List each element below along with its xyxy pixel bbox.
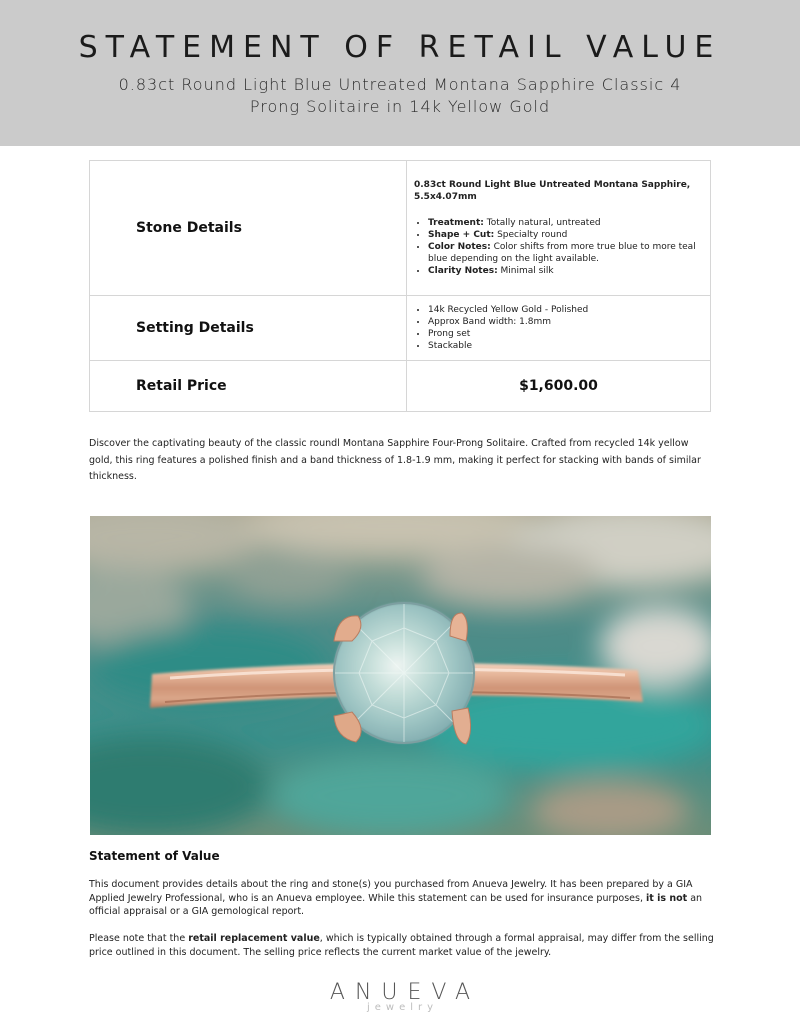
setting-details-row <box>90 296 711 361</box>
item-value: Totally natural, untreated <box>483 218 601 228</box>
list-item: • Stackable <box>428 340 700 352</box>
text-span: Please note that the <box>89 933 189 944</box>
retail-price-value: $1,600.00 <box>407 361 711 412</box>
header-banner <box>0 0 800 146</box>
item-key: Clarity Notes: <box>428 266 498 276</box>
statement-paragraph-1 <box>89 878 714 919</box>
list-item <box>428 241 700 265</box>
item-key: Color Notes: <box>428 242 491 252</box>
list-item <box>428 217 700 229</box>
logo-subtitle: jewelry <box>366 1002 439 1013</box>
ring-photo-illustration <box>90 516 711 835</box>
details-table <box>89 160 711 412</box>
item-value: Color shifts from more true blue to more teal blue depending on the light available. <box>428 242 696 264</box>
text-span: an official appraisal or a GIA gemological report. <box>89 892 703 917</box>
item-key: Shape + Cut: <box>428 230 495 240</box>
item-key: Treatment: <box>428 218 484 228</box>
list-item <box>428 265 700 277</box>
text-span: , which is typically obtained through a formal appraisal, may differ from the selling price outlined in this document. The selling price reflects the current market value of the jewelry. <box>89 933 714 958</box>
emphasis-text: retail replacement value <box>188 933 320 944</box>
stone-details-label: Stone Details <box>90 161 407 296</box>
setting-details-list <box>414 304 700 352</box>
anueva-logo <box>300 980 500 1013</box>
stone-title: 0.83ct Round Light Blue Untreated Montana Sapphire, 5.5x4.07mm <box>414 180 691 202</box>
emphasis-text: it is not <box>646 892 688 904</box>
stone-details-list <box>414 217 700 277</box>
product-description: Discover the captivating beauty of the classic roundl Montana Sapphire Four-Prong Solitaire. Crafted from recycled 14k yellow gold, this ring features a polished finish and a band thickness of 1.8-1.9 mm, making it perfect for stacking with bands of similar thickness. <box>89 438 701 482</box>
retail-price-label: Retail Price <box>90 361 407 412</box>
logo-brand: ANUEVA <box>329 980 481 1005</box>
list-item: • Prong set <box>428 328 700 340</box>
item-value: Specialty round <box>494 230 568 240</box>
statement-paragraph-2 <box>89 932 714 959</box>
retail-price-row <box>90 361 711 412</box>
list-item: • Approx Band width: 1.8mm <box>428 316 700 328</box>
list-item <box>428 229 700 241</box>
stone-details-row <box>90 161 711 296</box>
statement-of-value-title: Statement of Value <box>89 849 220 863</box>
item-value: Minimal silk <box>497 266 554 276</box>
ring-photo <box>90 516 711 835</box>
list-item: • 14k Recycled Yellow Gold - Polished <box>428 304 700 316</box>
page-subtitle: 0.83ct Round Light Blue Untreated Montana Sapphire Classic 4 Prong Solitaire in 14k Yellow Gold <box>118 75 682 116</box>
stone-details-content <box>407 161 711 296</box>
text-span: This document provides details about the ring and stone(s) you purchased from Anueva Jewelry. It has been prepared by a GIA Applied Jewelry Professional, who is an Anueva employee. While this statement can be used for insurance purposes, <box>89 879 693 904</box>
page-title: STATEMENT OF RETAIL VALUE <box>78 30 722 65</box>
setting-details-label: Setting Details <box>90 296 407 361</box>
setting-details-content <box>407 296 711 361</box>
